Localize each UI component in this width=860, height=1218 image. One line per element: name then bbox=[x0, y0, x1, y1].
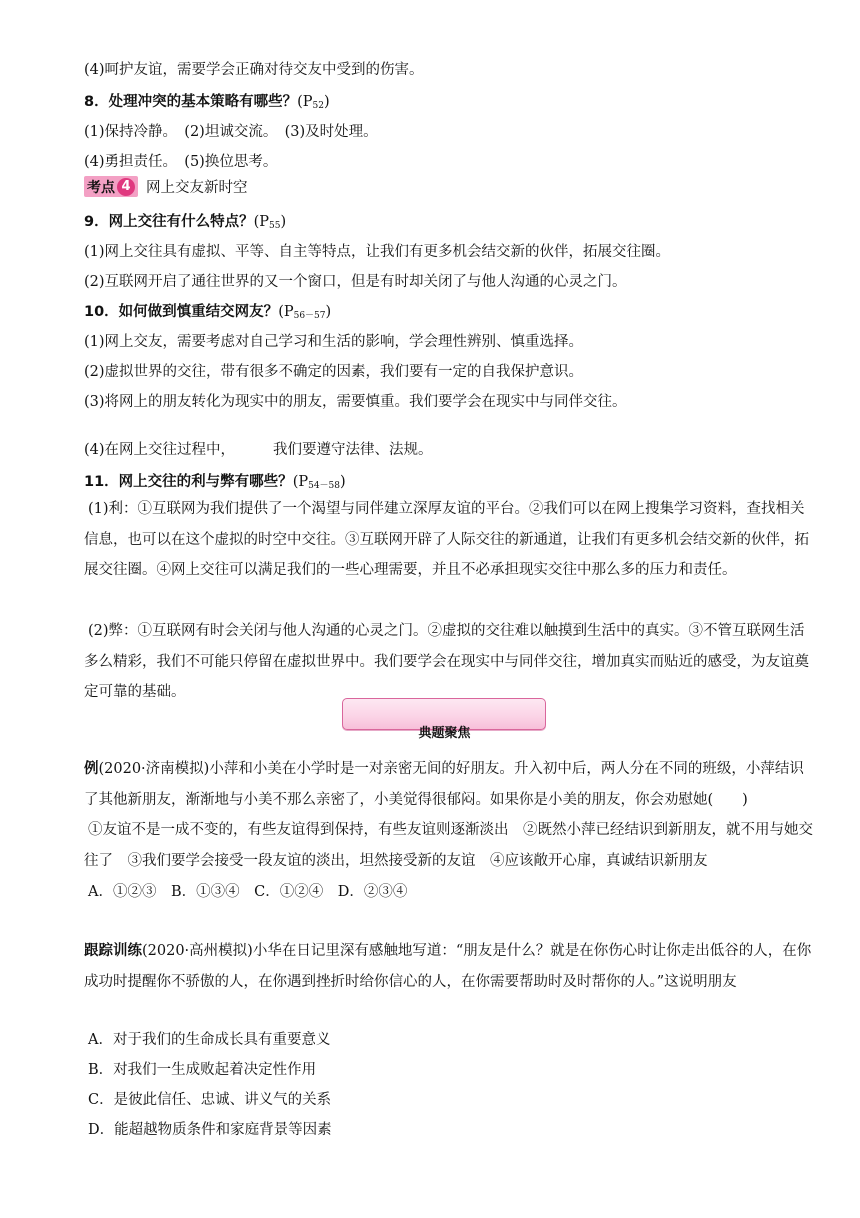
example-question bbox=[84, 754, 814, 815]
page-ref-number: 56－57 bbox=[293, 311, 326, 321]
page-ref-number: 55 bbox=[269, 221, 281, 231]
training-option-c: C．是彼此信任、忠诚、讲义气的关系 bbox=[88, 1092, 332, 1108]
page-ref-close: ) bbox=[325, 304, 332, 320]
training-option-b: B．对我们一生成败起着决定性作用 bbox=[88, 1062, 317, 1078]
question-9 bbox=[84, 210, 286, 231]
question-9-text: 9．网上交往有什么特点？ bbox=[84, 214, 254, 230]
section-banner-label: 典题聚焦 bbox=[418, 726, 471, 741]
example-statements: ①友谊不是一成不变的，有些友谊得到保持，有些友谊则逐渐淡出 ②既然小萍已经结识到新朋友，就不用与她交往了 ③我们要学会接受一段友谊的淡出，坦然接受新的友谊 ④应该敞开心扉，真诚结识新朋友 bbox=[84, 822, 813, 869]
answer-10-line2: (2)虚拟世界的交往，带有很多不确定的因素，我们要有一定的自我保护意识。 bbox=[84, 364, 584, 380]
answer-8-line2: (4)勇担责任。 (5)换位思考。 bbox=[84, 154, 278, 170]
training-text: (2020·高州模拟)小华在日记里深有感触地写道：“朋友是什么？就是在你伤心时让你走出低谷的人，在你成功时提醒你不骄傲的人，在你遇到挫折时给你信心的人，在你需要帮助时及时帮你的人。”这说明朋友 bbox=[84, 943, 812, 990]
answer-10-line4 bbox=[84, 438, 433, 459]
question-11 bbox=[84, 470, 346, 491]
answer-10-line4-part2: 我们要遵守法律、法规。 bbox=[273, 442, 433, 458]
page-ref-close: ) bbox=[280, 214, 287, 230]
topic-title: 网上交友新时空 bbox=[146, 180, 248, 196]
training-option-a: A．对于我们的生命成长具有重要意义 bbox=[88, 1032, 331, 1048]
answer-8-line1: (1)保持冷静。 (2)坦诚交流。 (3)及时处理。 bbox=[84, 124, 378, 140]
page-ref-close: ) bbox=[323, 94, 330, 110]
question-8 bbox=[84, 90, 330, 111]
training-question bbox=[84, 936, 814, 997]
example-choices: A．①②③ B．①③④ C．①②④ D．②③④ bbox=[88, 884, 408, 900]
question-11-text: 11．网上交往的利与弊有哪些？ bbox=[84, 474, 293, 490]
answer-10-line4-part1: (4)在网上交往过程中， bbox=[84, 442, 236, 458]
item-cherish-friendship: (4)呵护友谊，需要学会正确对待交友中受到的伤害。 bbox=[84, 62, 424, 78]
page-ref-open: (P bbox=[253, 214, 270, 230]
question-10-text: 10．如何做到慎重结交网友？ bbox=[84, 304, 279, 320]
question-8-text: 8．处理冲突的基本策略有哪些？ bbox=[84, 94, 298, 110]
training-lead: 跟踪训练 bbox=[84, 943, 142, 959]
page-ref-open: (P bbox=[297, 94, 313, 110]
topic-heading bbox=[84, 176, 248, 197]
page-ref-open: (P bbox=[278, 304, 294, 320]
answer-11-pros: (1)利：①互联网为我们提供了一个渴望与同伴建立深厚友谊的平台。②我们可以在网上搜集学习资料，查找相关信息，也可以在这个虚拟的时空中交往。③互联网开辟了人际交往的新通道，让我们有更多机会结交新的伙伴，拓展交往圈。④网上交往可以满足我们的一些心理需要，并且不必承担现实交往中那么多的压力和责任。 bbox=[84, 501, 809, 578]
topic-badge bbox=[84, 176, 138, 197]
page-ref-open: (P bbox=[292, 474, 309, 490]
topic-number: 4 bbox=[117, 178, 135, 196]
answer-9-line1: (1)网上交往具有虚拟、平等、自主等特点，让我们有更多机会结交新的伙伴，拓展交往圈。 bbox=[84, 244, 671, 260]
answer-11-cons: (2)弊：①互联网有时会关闭与他人沟通的心灵之门。②虚拟的交往难以触摸到生活中的真实。③不管互联网生活多么精彩，我们不可能只停留在虚拟世界中。我们要学会在现实中与同伴交往，增加真实而贴近的感受，为友谊奠定可靠的基础。 bbox=[84, 623, 809, 700]
example-text: (2020·济南模拟)小萍和小美在小学时是一对亲密无间的好朋友。升入初中后，两人分在不同的班级，小萍结识了其他新朋友，渐渐地与小美不那么亲密了，小美觉得很郁闷。如果你是小美的朋友，你会劝慰她( ) bbox=[84, 761, 804, 808]
topic-badge-label: 考点 bbox=[87, 179, 115, 196]
example-lead: 例 bbox=[84, 761, 99, 777]
answer-10-line1: (1)网上交友，需要考虑对自己学习和生活的影响，学会理性辨别、慎重选择。 bbox=[84, 334, 584, 350]
question-10 bbox=[84, 300, 331, 321]
page-ref-number: 54－58 bbox=[308, 481, 341, 491]
training-option-d: D．能超越物质条件和家庭背景等因素 bbox=[88, 1122, 332, 1138]
answer-10-line3: (3)将网上的朋友转化为现实中的朋友，需要慎重。我们要学会在现实中与同伴交往。 bbox=[84, 394, 627, 410]
answer-9-line2: (2)互联网开启了通往世界的又一个窗口，但是有时却关闭了与他人沟通的心灵之门。 bbox=[84, 274, 627, 290]
page-ref-number: 52 bbox=[312, 101, 324, 111]
page-ref-close: ) bbox=[340, 474, 346, 490]
